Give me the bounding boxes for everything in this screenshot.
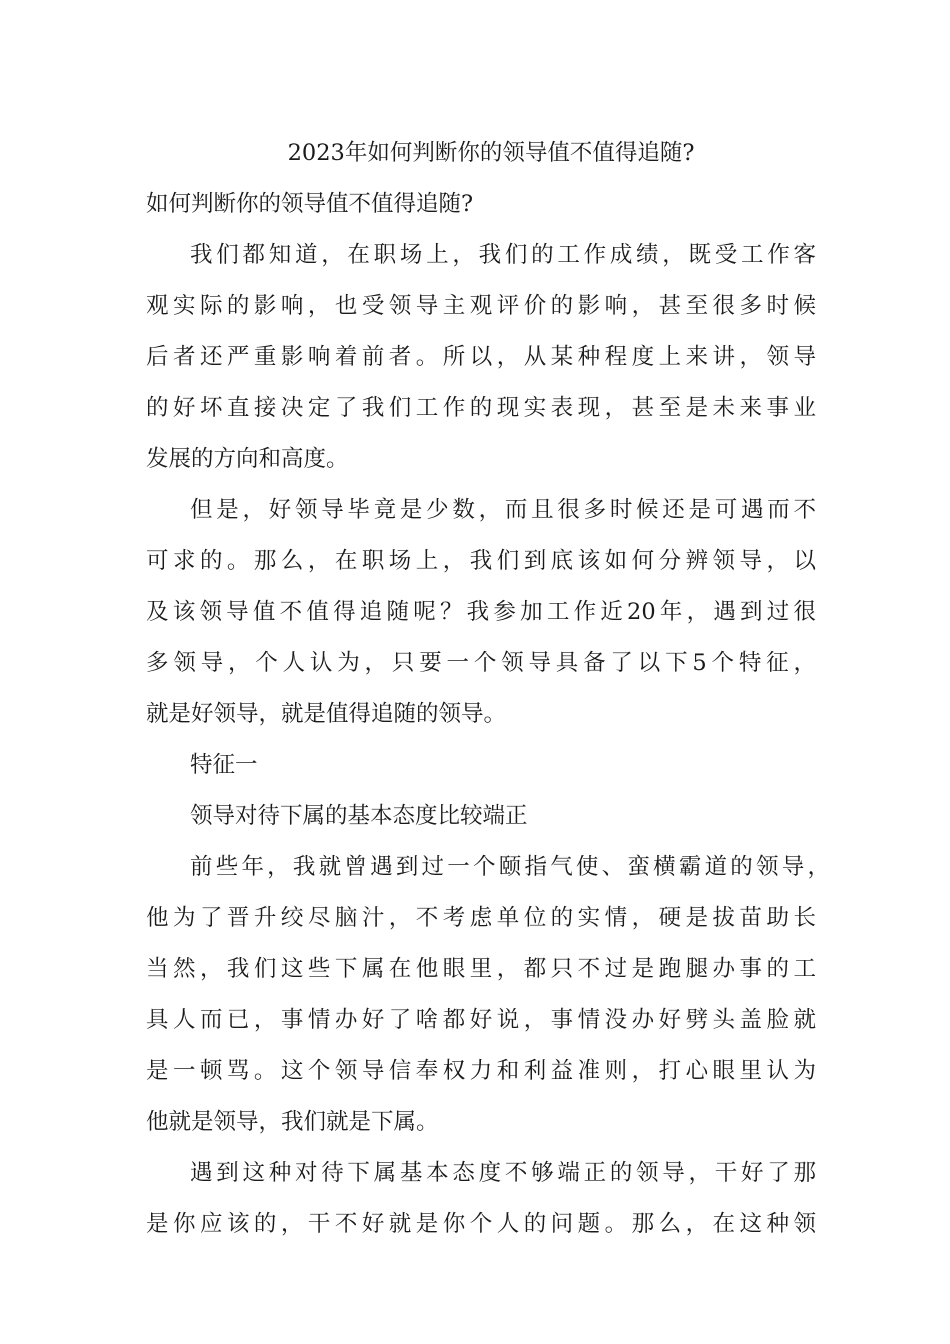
paragraph-line: 我们都知道，在职场上，我们的工作成绩，既受工作客 xyxy=(190,242,816,268)
paragraph-line: 当然，我们这些下属在他眼里，都只不过是跑腿办事的工 xyxy=(146,956,816,982)
paragraph-line: 遇到这种对待下属基本态度不够端正的领导，干好了那 xyxy=(190,1160,816,1186)
paragraph-line: 可求的。那么，在职场上，我们到底该如何分辨领导，以 xyxy=(146,548,816,574)
section-heading: 特征一 xyxy=(190,752,258,778)
paragraph-line: 他就是领导，我们就是下属。 xyxy=(146,1109,439,1135)
paragraph-line: 前些年，我就曾遇到过一个颐指气使、蛮横霸道的领导， xyxy=(190,854,830,880)
section-subheading: 领导对待下属的基本态度比较端正 xyxy=(190,803,528,829)
paragraph-line: 后者还严重影响着前者。所以，从某种程度上来讲，领导 xyxy=(146,344,816,370)
paragraph-line: 是你应该的，干不好就是你个人的问题。那么，在这种领 xyxy=(146,1211,816,1237)
paragraph-line: 具人而已，事情办好了啥都好说，事情没办好劈头盖脸就 xyxy=(146,1007,816,1033)
paragraph-line: 发展的方向和高度。 xyxy=(146,446,349,472)
paragraph-line: 多领导，个人认为，只要一个领导具备了以下5个特征， xyxy=(146,650,816,676)
paragraph-line: 观实际的影响，也受领导主观评价的影响，甚至很多时候 xyxy=(146,293,816,319)
document-body xyxy=(146,128,830,1250)
paragraph-line: 他为了晋升绞尽脑汁，不考虑单位的实情，硬是拔苗助长 xyxy=(146,905,816,931)
paragraph-line: 的好坏直接决定了我们工作的现实表现，甚至是未来事业 xyxy=(146,395,816,421)
paragraph-line: 是一顿骂。这个领导信奉权力和利益准则，打心眼里认为 xyxy=(146,1058,816,1084)
paragraph-line: 就是好领导，就是值得追随的领导。 xyxy=(146,701,507,727)
document-title: 2023年如何判断你的领导值不值得追随? xyxy=(287,140,695,166)
paragraph-line: 及该领导值不值得追随呢？我参加工作近20年，遇到过很 xyxy=(146,599,816,625)
subtitle-line: 如何判断你的领导值不值得追随? xyxy=(146,191,474,217)
paragraph-line: 但是，好领导毕竟是少数，而且很多时候还是可遇而不 xyxy=(190,497,816,523)
